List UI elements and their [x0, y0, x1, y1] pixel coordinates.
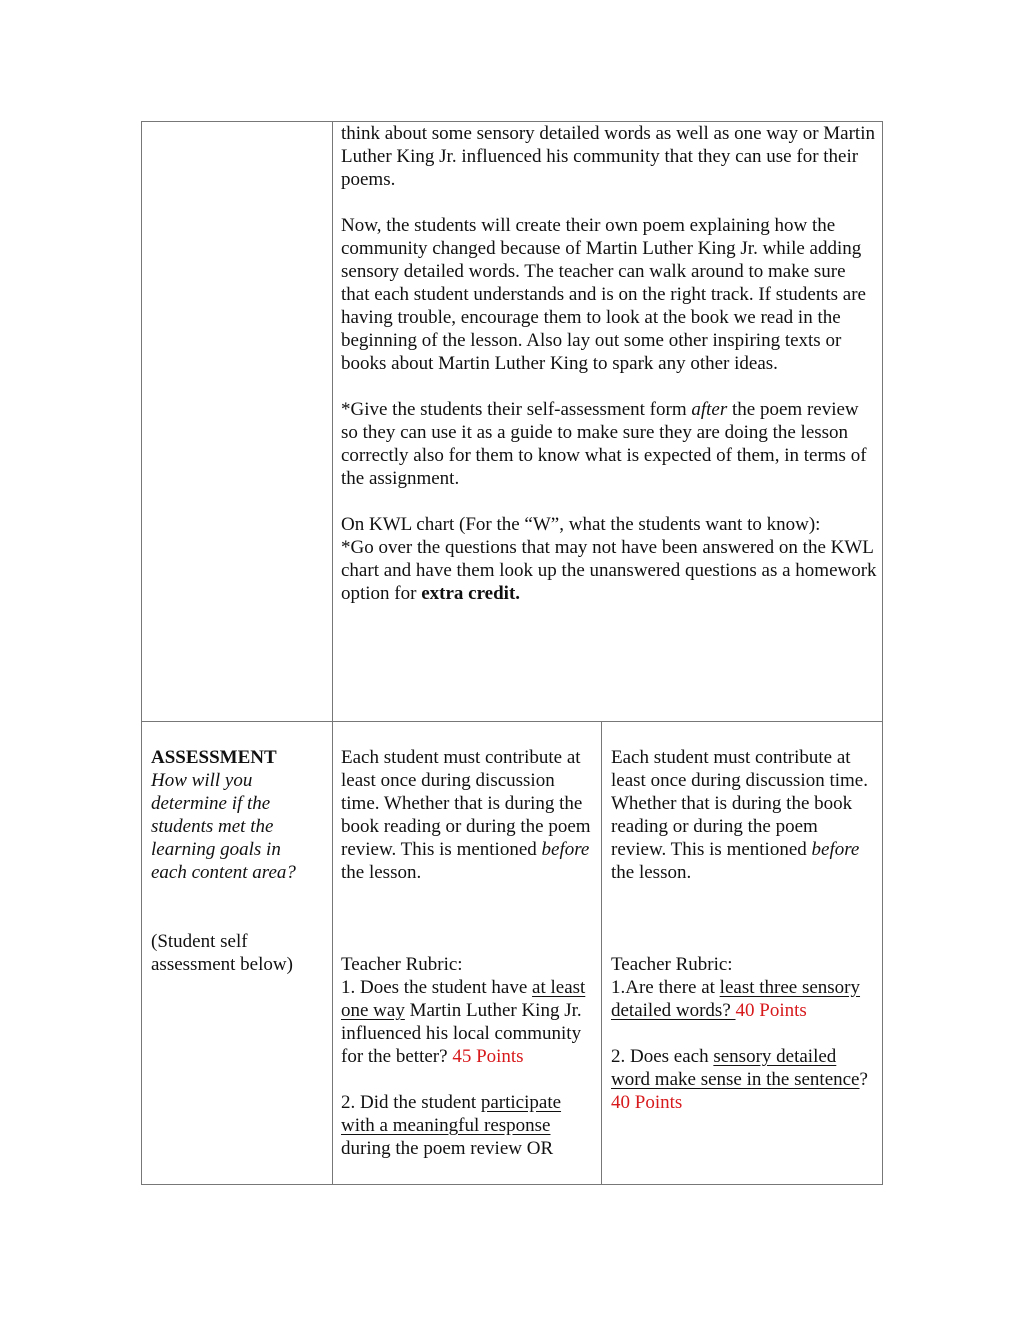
participation-paragraph	[341, 746, 595, 884]
text-run: the poem review so they can use it as a guide to make sure they are doing the lesson correctly also for them to know what is expected of them, in terms of the assignment.	[341, 399, 867, 489]
text-run: 1.Are there at	[611, 977, 720, 998]
kwl-paragraph	[341, 536, 877, 605]
text-run: 2. Does each	[611, 1046, 714, 1067]
rubric-cell-1	[341, 746, 595, 1160]
column-divider-2	[601, 721, 602, 1185]
table-left-border	[141, 121, 142, 1185]
assessment-label-cell	[151, 746, 319, 976]
row-divider	[141, 721, 883, 722]
text-run: 1. Does the student have	[341, 977, 533, 998]
rubric-question-2	[341, 1091, 595, 1160]
text-run: *Go over the questions that may not have been answered on the KWL chart and have them look up the unanswered questions as a homework option for	[341, 537, 877, 604]
text-run: the lesson.	[341, 862, 422, 883]
text-run: Each student must contribute at least once during discussion time. Whether that is during the book reading or during the poem review. This is mentioned	[341, 747, 591, 860]
table-right-border	[882, 121, 883, 1185]
rubric-question-2	[611, 1045, 877, 1091]
text-run: Martin Luther King Jr. influenced his local community for the better?	[341, 1000, 582, 1067]
text-run: 2. Did the student	[341, 1092, 481, 1113]
assessment-question: How will you determine if the students met the learning goals in each content area?	[151, 770, 296, 883]
emphasis-text: before	[541, 839, 590, 860]
self-assessment-paragraph	[341, 398, 877, 490]
paragraph: Now, the students will create their own poem explaining how the community changed because of Martin Luther King Jr. while adding sensory detailed words. The teacher can walk around to make sure that each student understands and is on the right track. If students are having trouble, encourage them to look at the book we read in the beginning of the lesson. Also lay out some other inspiring texts or books about Martin Luther King to spark any other ideas.	[341, 215, 866, 374]
text-run: during the poem review OR	[341, 1138, 554, 1159]
paragraph: think about some sensory detailed words as well as one way or Martin Luther King Jr. influenced his community that they can use for their poems.	[341, 123, 875, 190]
table-bottom-border	[141, 1184, 883, 1185]
assessment-heading: ASSESSMENT	[151, 747, 277, 768]
rubric-cell-2	[611, 746, 877, 1114]
emphasis-text: before	[811, 839, 860, 860]
participation-paragraph	[611, 746, 877, 884]
assessment-note: (Student self assessment below)	[151, 931, 293, 975]
text-run: ?	[859, 1069, 868, 1090]
column-divider-1	[332, 121, 333, 1185]
underlined-text: at least one way	[341, 977, 586, 1021]
emphasis-text: after	[691, 399, 728, 420]
underlined-text: participate with a meaningful response	[341, 1092, 562, 1136]
points-label: 40 Points	[735, 1000, 807, 1021]
points-label: 45 Points	[452, 1046, 524, 1067]
text-run: *Give the students their self-assessment form	[341, 399, 692, 420]
underlined-text: sensory detailed word make sense in the sentence	[611, 1046, 860, 1090]
procedure-cell	[341, 122, 877, 605]
bold-text: extra credit.	[421, 583, 521, 604]
rubric-question-1	[611, 976, 877, 1022]
points-label: 40 Points	[611, 1092, 683, 1113]
kwl-heading: On KWL chart (For the “W”, what the students want to know):	[341, 514, 821, 535]
rubric-title: Teacher Rubric:	[341, 954, 463, 975]
underlined-text: least three sensory detailed words?	[611, 977, 861, 1021]
rubric-title: Teacher Rubric:	[611, 954, 733, 975]
text-run: the lesson.	[611, 862, 692, 883]
text-run: Each student must contribute at least once during discussion time. Whether that is during the book reading or during the poem review. This is mentioned	[611, 747, 868, 860]
rubric-question-1	[341, 976, 595, 1068]
